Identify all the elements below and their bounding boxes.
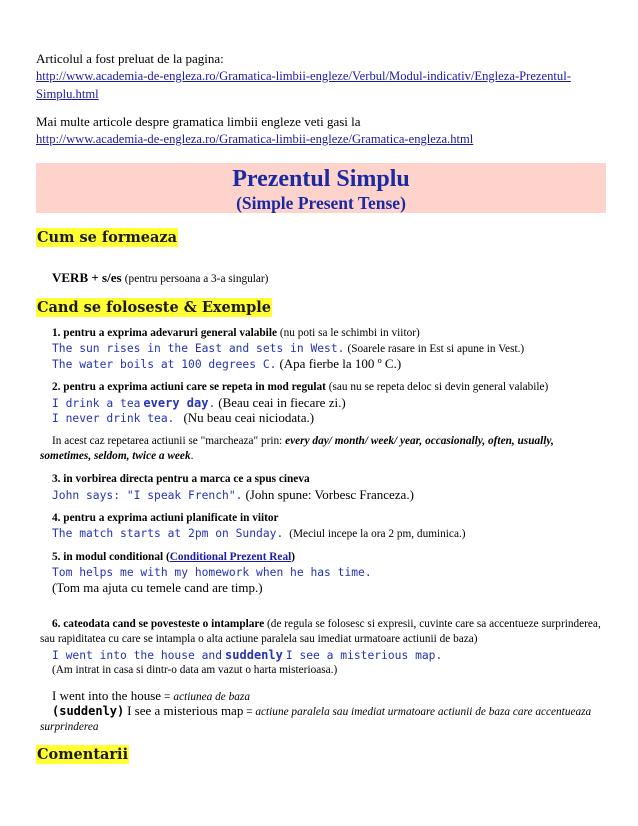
rule-6-heading: 6. cateodata cand se povesteste o intamplare: [52, 618, 265, 630]
rule-6-analysis-2: [40, 703, 606, 735]
more-articles-link[interactable]: http://www.academia-de-engleza.ro/Gramatica-limbii-engleze/Gramatica-engleza.html: [36, 132, 474, 146]
rule-2-title: [52, 380, 548, 395]
rule-1-ex2-translation: (Apa fierbe la 100 º C.): [279, 356, 402, 371]
rule-2-expl: In acest caz repetarea actiunii se "marcheaza" prin:: [52, 435, 283, 447]
rule-6-l2a: (suddenly): [52, 704, 125, 718]
rule-6-l2-note: actiune paralela sau imediat urmatoare actiunii de baza care accentueaza surprinderea: [40, 706, 592, 733]
rule-2-ex1b: every day: [143, 396, 209, 410]
rule-2-ex2: I never drink tea.: [52, 412, 175, 425]
rule-2-heading: 2. pentru a exprima actiuni care se repeta in mod regulat: [52, 381, 326, 393]
formula: [52, 270, 268, 286]
formula-note: (pentru persoana a 3-a singular): [124, 273, 269, 285]
rule-3-example: [52, 487, 414, 503]
rule-1-heading: 1. pentru a exprima adevaruri general valabile: [52, 327, 277, 339]
rule-1-ex1-translation: (Soarele rasare in Est si apune in Vest.): [347, 343, 525, 355]
rule-5-heading-b: ): [291, 551, 296, 563]
rule-2-example-1: [52, 395, 346, 411]
rule-5-title: [52, 550, 295, 565]
conditional-prezent-real-link[interactable]: Conditional Prezent Real: [169, 551, 292, 563]
rule-6-note: (de regula se folosesc si expresii, cuvinte care sa accentueze surprinderea, sau rapiditatea cu care se intampla o alta actiune paralela sau imediat urmatoare actiunii de baza): [40, 618, 601, 645]
title-banner: [36, 163, 606, 213]
source-intro: Articolul a fost preluat de la pagina:: [36, 51, 224, 66]
rule-4-example: [52, 526, 466, 542]
rule-1-ex2: The water boils at 100 degrees C.: [52, 358, 277, 371]
source-url-line1: http://www.academia-de-engleza.ro/Gramatica-limbii-engleze/Verbul/Modul-indicativ/Engleza-Prezentul-: [36, 69, 571, 83]
rule-6-title: [40, 617, 606, 647]
rule-6-translation: (Am intrat in casa si dintr-o data am vazut o harta misterioasa.): [52, 664, 338, 676]
rule-1-ex1: The sun rises in the East and sets in West.: [52, 342, 345, 355]
rule-2-note: (sau nu se repeta deloc si devin general valabile): [328, 381, 549, 393]
rule-2-explanation: [40, 434, 606, 464]
source-url: [36, 67, 571, 103]
rule-3-ex: John says: "I speak French".: [52, 489, 243, 502]
formula-text: VERB + s/es: [52, 270, 122, 285]
rule-6-ex-a: I went into the house and: [52, 649, 223, 662]
heading-comments: Comentarii: [37, 746, 129, 763]
heading-usage: Cand se foloseste & Exemple: [37, 299, 271, 316]
rule-3-heading: 3. in vorbirea directa pentru a marca ce a spus cineva: [52, 473, 310, 485]
rule-5-heading-a: 5. in modul conditional (: [52, 551, 170, 563]
rule-6-ex-b: suddenly: [225, 648, 283, 662]
rule-2-ex1-translation: (Beau ceai in fiecare zi.): [218, 395, 346, 410]
source-url-link[interactable]: [36, 69, 571, 101]
rule-5-translation: (Tom ma ajuta cu temele cand are timp.): [52, 580, 263, 595]
heading-form: Cum se formeaza: [37, 229, 178, 246]
rule-2-example-2: [52, 410, 314, 426]
rule-6-l1: I went into the house: [52, 688, 162, 703]
rule-2-ex1c: .: [208, 397, 216, 410]
rule-4-title: [52, 511, 279, 526]
rule-1-example-1: [52, 341, 524, 357]
rule-2-ex2-translation: (Nu beau ceai niciodata.): [183, 410, 315, 425]
rule-6-l1-note: actiunea de baza: [173, 691, 250, 703]
rule-4-heading: 4. pentru a exprima actiuni planificate in viitor: [52, 512, 279, 524]
rule-3-translation: (John spune: Vorbesc Franceza.): [245, 487, 414, 502]
rule-2-end: .: [190, 450, 194, 462]
rule-1-example-2: [52, 356, 401, 372]
rule-4-translation: (Meciul incepe la ora 2 pm, duminica.): [289, 528, 466, 540]
rule-6-l2-eq: =: [246, 706, 253, 718]
rule-3-title: [52, 472, 310, 487]
rule-6-example: [52, 648, 442, 663]
rule-1-title: [52, 326, 420, 341]
rule-1-note: (nu poti sa le schimbi in viitor): [279, 327, 420, 339]
rule-6-l1-eq: =: [164, 691, 171, 703]
rule-6-ex-c: I see a misterious map.: [285, 649, 443, 662]
rule-5-ex: Tom helps me with my homework when he has time.: [52, 566, 372, 579]
rule-4-ex: The match starts at 2pm on Sunday.: [52, 527, 284, 540]
rule-5-example: [52, 565, 372, 580]
source-url-line2: Simplu.html: [36, 87, 99, 101]
page-title: Prezentul Simplu: [232, 166, 410, 192]
rule-2-ex1a: I drink a tea: [52, 397, 141, 410]
more-articles-url: [36, 130, 473, 148]
rule-2-markers: every day/ month/ week/ year, occasionally, often, usually, sometimes, seldom, twice a week: [40, 435, 554, 462]
rule-6-l2b: I see a misterious map: [127, 703, 244, 718]
more-articles-text: Mai multe articole despre gramatica limbii engleze veti gasi la: [36, 114, 361, 129]
page-subtitle: (Simple Present Tense): [236, 193, 406, 213]
